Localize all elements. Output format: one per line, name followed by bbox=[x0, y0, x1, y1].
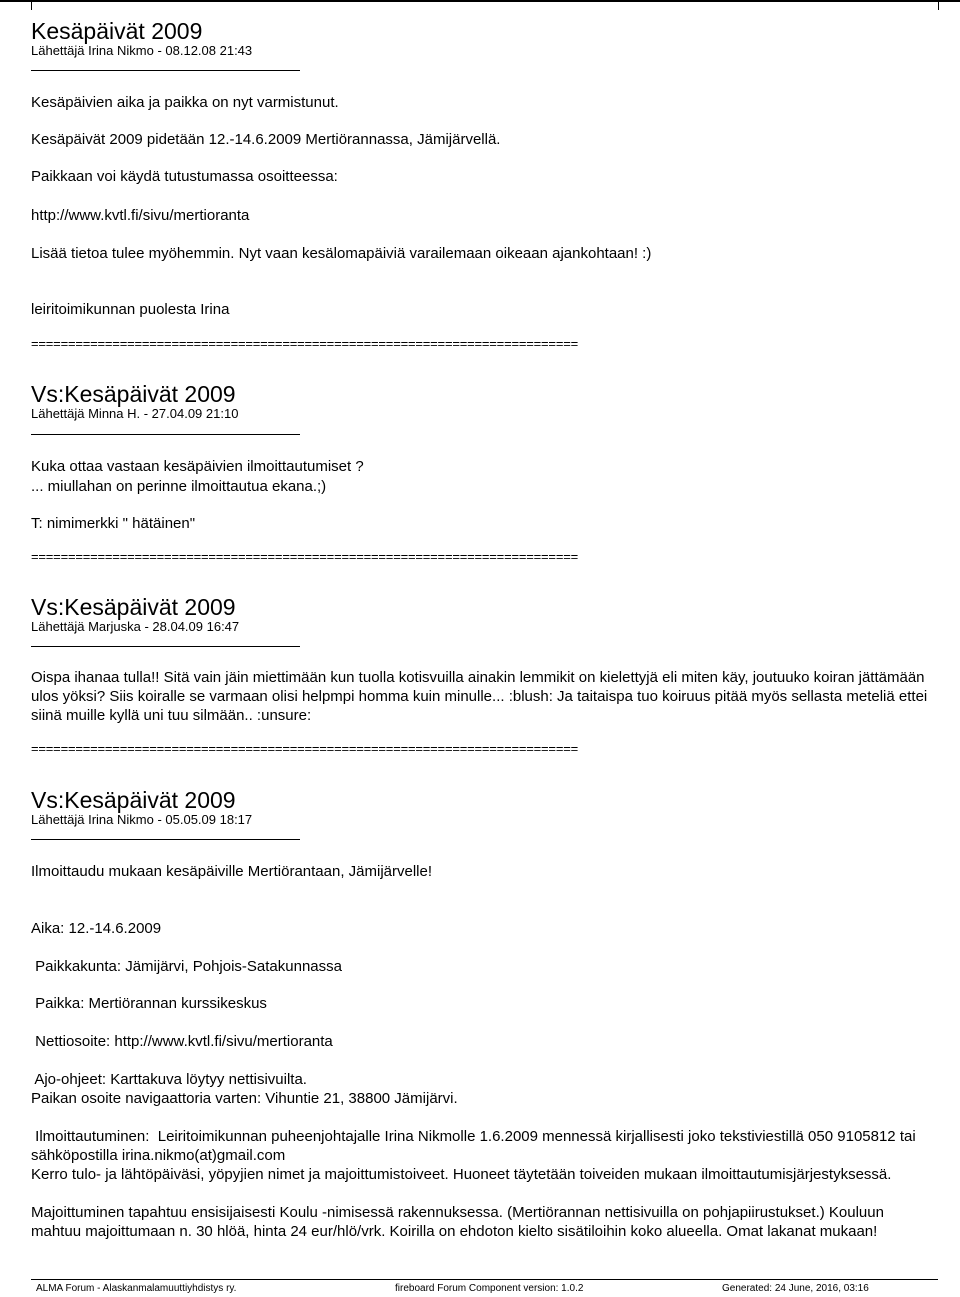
page-top-tick-right bbox=[938, 0, 939, 10]
page-top-tick-left bbox=[31, 0, 32, 10]
footer-site-name: ALMA Forum - Alaskanmalamuuttiyhdistys ry. bbox=[36, 1283, 237, 1294]
post-title: Vs:Kesäpäivät 2009 bbox=[31, 381, 236, 407]
post-text-line: Ajo-ohjeet: Karttakuva löytyy nettisivuilta. bbox=[31, 1071, 307, 1088]
post-text-line: Paikkaan voi käydä tutustumassa osoitteessa: bbox=[31, 168, 338, 185]
post-signature: leiritoimikunnan puolesta Irina bbox=[31, 301, 230, 318]
post-header-rule bbox=[31, 839, 300, 840]
post-meta: Lähettäjä Marjuska - 28.04.09 16:47 bbox=[31, 619, 240, 634]
post-link-text: Nettiosoite: http://www.kvtl.fi/sivu/mertioranta bbox=[31, 1033, 333, 1050]
post-title: Kesäpäivät 2009 bbox=[31, 18, 203, 44]
post-header-rule bbox=[31, 70, 300, 71]
post-separator: ========================================================================== bbox=[31, 336, 578, 351]
post-link-text: http://www.kvtl.fi/sivu/mertioranta bbox=[31, 207, 250, 224]
page-top-border bbox=[0, 0, 960, 2]
post-meta: Lähettäjä Irina Nikmo - 05.05.09 18:17 bbox=[31, 812, 253, 827]
post-text-line: Paikka: Mertiörannan kurssikeskus bbox=[31, 995, 267, 1012]
post-signature: T: nimimerkki " hätäinen" bbox=[31, 515, 196, 532]
post-body: Oispa ihanaa tulla!! Sitä vain jäin miettimään kun tuolla kotisvuilla ainakin lemmikit on kielettyjä eli miten käy, joutuuko koiran jättämään ulos yöksi? Siis koiralle se varmaan olisi helpmpi homma kuin minulle... :blush: Ja taitaispa tuo koiruus pitää myös sellasta meteliä ettei siinä muille kyllä uni tuu silmään.. :unsure: bbox=[31, 669, 928, 724]
post-text-line: Paikan osoite navigaattoria varten: Vihuntie 21, 38800 Jämijärvi. bbox=[31, 1090, 458, 1107]
post-title: Vs:Kesäpäivät 2009 bbox=[31, 787, 236, 813]
post-text-line: Kesäpäivien aika ja paikka on nyt varmistunut. bbox=[31, 94, 339, 111]
post-text-line: ... miullahan on perinne ilmoittautua ekana.;) bbox=[31, 478, 327, 495]
post-body: Majoittuminen tapahtuu ensisijaisesti Koulu -nimisessä rakennuksessa. (Mertiörannan nettisivuilla on pohjapiirustukset.) Kouluun mahtuu majoittumaan n. 30 hlöä, hinta 24 eur/hlö/vrk. Koirilla on ehdoton kielto sisätiloihin koko alueella. Omat lakanat mukaan! bbox=[31, 1204, 884, 1240]
post-text-line: Ilmoittaudu mukaan kesäpäiville Mertiörantaan, Jämijärvelle! bbox=[31, 863, 433, 880]
post-text-line: Kuka ottaa vastaan kesäpäivien ilmoittautumiset ? bbox=[31, 458, 364, 475]
post-separator: ========================================================================== bbox=[31, 741, 578, 756]
post-meta: Lähettäjä Minna H. - 27.04.09 21:10 bbox=[31, 406, 239, 421]
footer-component-version: fireboard Forum Component version: 1.0.2 bbox=[395, 1283, 584, 1294]
post-text-line: Ilmoittautuminen: Leiritoimikunnan puheenjohtajalle Irina Nikmolle 1.6.2009 mennessä kirjallisesti joko tekstiviestillä 050 9105812 tai sähköpostilla irina.nikmo(at)gmail.com bbox=[31, 1128, 920, 1164]
footer-generated-date: Generated: 24 June, 2016, 03:16 bbox=[722, 1283, 869, 1294]
post-meta: Lähettäjä Irina Nikmo - 08.12.08 21:43 bbox=[31, 43, 253, 58]
post-header-rule bbox=[31, 646, 300, 647]
post-text-line: Paikkakunta: Jämijärvi, Pohjois-Satakunnassa bbox=[31, 958, 342, 975]
post-title: Vs:Kesäpäivät 2009 bbox=[31, 594, 236, 620]
post-text-line: Kesäpäivät 2009 pidetään 12.-14.6.2009 Mertiörannassa, Jämijärvellä. bbox=[31, 131, 501, 148]
post-separator: ========================================================================== bbox=[31, 549, 578, 564]
post-text-line: Kerro tulo- ja lähtöpäiväsi, yöpyjien nimet ja majoittumistoiveet. Huoneet täytetään toiveiden mukaan ilmoittautumisjärjestyksessä. bbox=[31, 1166, 892, 1183]
post-text-line: Lisää tietoa tulee myöhemmin. Nyt vaan kesälomapäiviä varailemaan oikeaan ajankohtaan! :) bbox=[31, 245, 652, 262]
post-text-line: Aika: 12.-14.6.2009 bbox=[31, 920, 162, 937]
footer-rule bbox=[31, 1279, 938, 1280]
post-header-rule bbox=[31, 434, 300, 435]
